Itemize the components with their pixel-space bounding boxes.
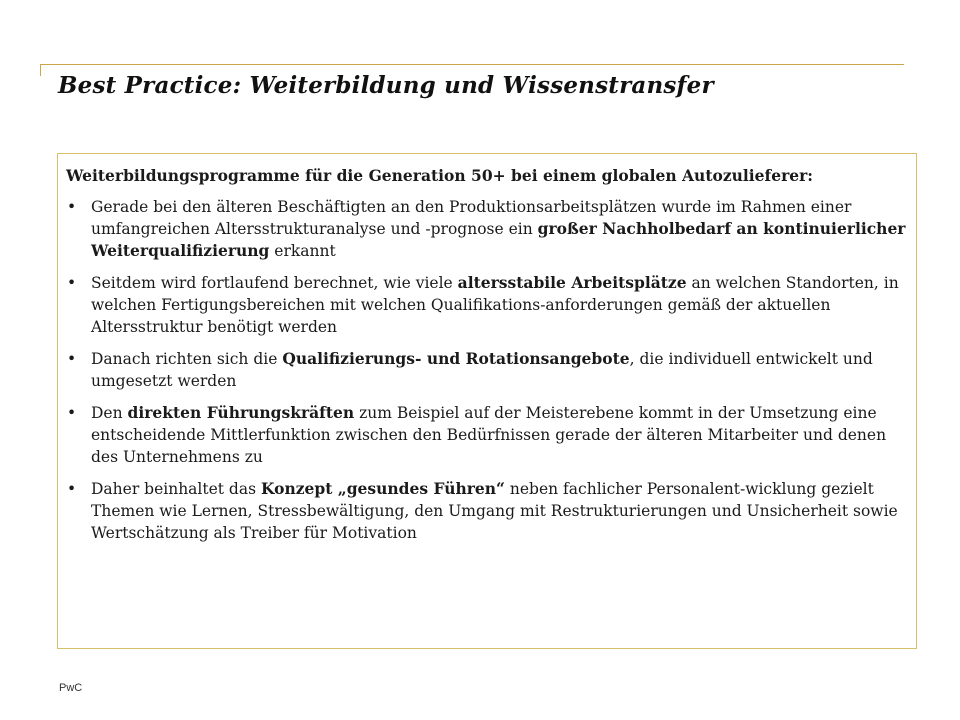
bullet-emphasis: Qualifizierungs- und Rotationsangebote [282, 349, 630, 368]
bullet-item [66, 348, 906, 392]
bullet-dot-icon: • [67, 350, 77, 368]
bullet-text: neben fachlicher Personalent-wicklung gezielt Themen wie Lernen, Stressbewältigung, den Umgang mit Restrukturierungen und Unsicherheit sowie Wertschätzung als Treiber für Motivation [91, 480, 898, 542]
bullet-item [66, 478, 906, 544]
bullet-list [66, 196, 906, 544]
bullet-text: Daher beinhaltet das [91, 480, 261, 498]
intro-heading: Weiterbildungsprogramme für die Generation 50+ bei einem globalen Autozulieferer: [66, 166, 813, 185]
bullet-text: Gerade bei den älteren Beschäftigten an den Produktionsarbeitsplätzen wurde im Rahmen einer umfangreichen Altersstrukturanalyse und -prognose ein [91, 198, 852, 238]
content-box [57, 153, 917, 649]
bullet-text: Den [91, 404, 128, 422]
bullet-text: an welchen Standorten, in welchen Fertigungsbereichen mit welchen Qualifikations-anforderungen gemäß der aktuellen Altersstruktur benötigt werden [91, 274, 899, 336]
header-rule [40, 64, 904, 65]
bullet-item [66, 402, 906, 468]
bullet-dot-icon: • [67, 198, 77, 216]
bullet-item [66, 196, 906, 262]
bullet-item [66, 272, 906, 338]
bullet-emphasis: direkten Führungskräften [127, 403, 355, 422]
bullet-emphasis: altersstabile Arbeitsplätze [457, 273, 687, 292]
bullet-text: Danach richten sich die [91, 350, 283, 368]
bullet-dot-icon: • [67, 274, 77, 292]
slide-title: Best Practice: Weiterbildung und Wissenstransfer [58, 72, 714, 99]
header-rule-tick [40, 64, 41, 76]
bullet-emphasis: Konzept „gesundes Führen“ [260, 479, 505, 498]
bullet-emphasis: großer Nachholbedarf an kontinuierlicher Weiterqualifizierung [91, 219, 906, 260]
bullet-text: erkannt [269, 242, 336, 260]
bullet-dot-icon: • [67, 480, 77, 498]
bullet-text: , die individuell entwickelt und umgesetzt werden [91, 350, 873, 390]
footer-brand: PwC [59, 682, 83, 694]
bullet-text: Seitdem wird fortlaufend berechnet, wie viele [91, 274, 458, 292]
bullet-dot-icon: • [67, 404, 77, 422]
bullet-text: zum Beispiel auf der Meisterebene kommt in der Umsetzung eine entscheidende Mittlerfunktion zwischen den Bedürfnissen gerade der älteren Mitarbeiter und denen des Unternehmens zu [91, 404, 887, 466]
